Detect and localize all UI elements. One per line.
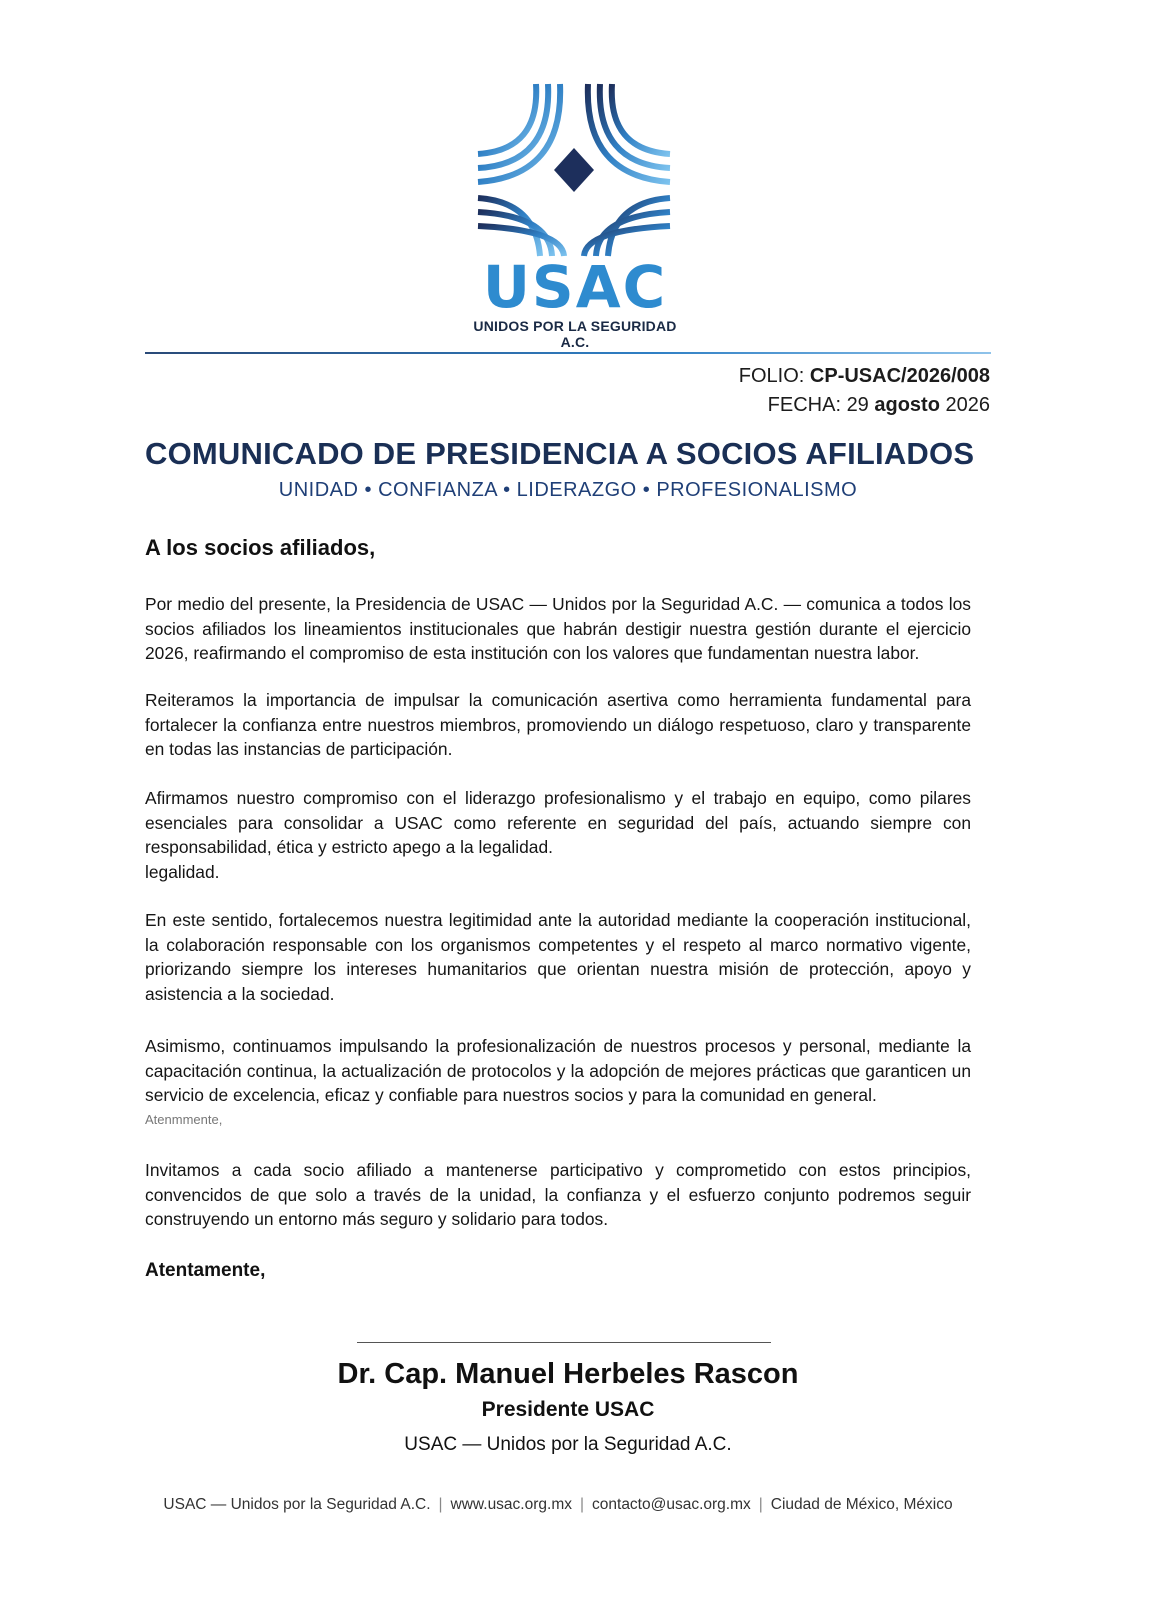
logo-wordmark: USAC — [482, 253, 668, 321]
footer-website-link[interactable]: www.usac.org.mx — [450, 1496, 572, 1513]
fecha-month: agosto — [874, 394, 940, 416]
paragraph-6: Invitamos a cada socio afiliado a mantenerse participativo y comprometido con estos principios, convencidos de que solo a través de la unidad, la confianza y el esfuerzo conjunto podremos seguir construyendo un entorno más seguro y solidario para todos. — [145, 1160, 971, 1230]
signatory-role: Presidente USAC — [481, 1398, 655, 1421]
folio-line — [739, 362, 990, 391]
document-subtitle: UNIDAD • CONFIANZA • LIDERAZGO • PROFESIONALISMO — [278, 479, 858, 501]
folio-label: FOLIO: — [738, 365, 805, 387]
paragraph-1: Por medio del presente, la Presidencia de USAC — Unidos por la Seguridad A.C. — comunica a todos los socios afiliados los lineamientos institucionales que habrán destigir nuestra gestión durante el ejercicio 2026, reafirmando el compromiso de esta institución con los valores que fundamentan nuestra labor. — [145, 594, 971, 664]
document-meta — [739, 362, 990, 420]
signatory-org: USAC — Unidos por la Seguridad A.C. — [404, 1434, 732, 1455]
footer-org: USAC — Unidos por la Seguridad A.C. — [163, 1496, 431, 1513]
paragraph-5-note: Atenmmente, — [145, 1112, 223, 1127]
fecha-day: 29 — [846, 394, 869, 416]
closing: Atentamente, — [145, 1260, 266, 1281]
footer-separator: | — [758, 1496, 763, 1513]
paragraph-4: En este sentido, fortalecemos nuestra legitimidad ante la autoridad mediante la cooperación institucional, la colaboración responsable con los organismos competentes y el respeto al marco normativo vigente, priorizando siempre los intereses humanitarios que orientan nuestra misión de protección, apoyo y asistencia a la sociedad. — [145, 910, 971, 1004]
header-divider — [145, 352, 991, 354]
paragraph-2: Reiteramos la importancia de impulsar la comunicación asertiva como herramienta fundamental para fortalecer la confianza entre nuestros miembros, promoviendo un diálogo respetuoso, claro y transparente en todas las instancias de participación. — [145, 690, 971, 760]
paragraph-3 — [145, 786, 971, 884]
fecha-label: FECHA: — [767, 394, 841, 416]
signatory-name: Dr. Cap. Manuel Herbeles Rascon — [337, 1358, 799, 1390]
footer — [0, 1496, 1116, 1514]
footer-city: Ciudad de México, México — [770, 1496, 953, 1513]
greeting: A los socios afiliados, — [145, 535, 376, 560]
signature-line — [357, 1342, 771, 1343]
usac-logo — [460, 80, 690, 350]
logo-tagline: UNIDOS POR LA SEGURIDAD A.C. — [473, 318, 677, 350]
fecha-line — [739, 391, 990, 420]
footer-separator: | — [438, 1496, 443, 1513]
paragraph-3-text: Afirmamos nuestro compromiso con el liderazgo profesionalismo y el trabajo en equipo, como pilares esenciales para consolidar a USAC como referente en seguridad del país, actuando siempre con responsabilidad, ética y estricto apego a la legalidad. — [145, 788, 971, 858]
usac-emblem-icon — [474, 80, 674, 258]
footer-email-link[interactable]: contacto@usac.org.mx — [592, 1496, 751, 1513]
footer-separator: | — [579, 1496, 585, 1513]
paragraph-5: Asimismo, continuamos impulsando la profesionalización de nuestros procesos y personal, mediante la capacitación continua, la actualización de protocolos y la adopción de mejores prácticas que garanticen un servicio de excelencia, eficaz y confiable para nuestros socios y para la comunidad en general. — [145, 1036, 971, 1106]
document-title: COMUNICADO DE PRESIDENCIA A SOCIOS AFILIADOS — [145, 436, 975, 471]
folio-value: CP-USAC/2026/008 — [809, 365, 990, 387]
fecha-year: 2026 — [945, 394, 990, 416]
paragraph-3-stray-word: legalidad. — [145, 861, 220, 882]
